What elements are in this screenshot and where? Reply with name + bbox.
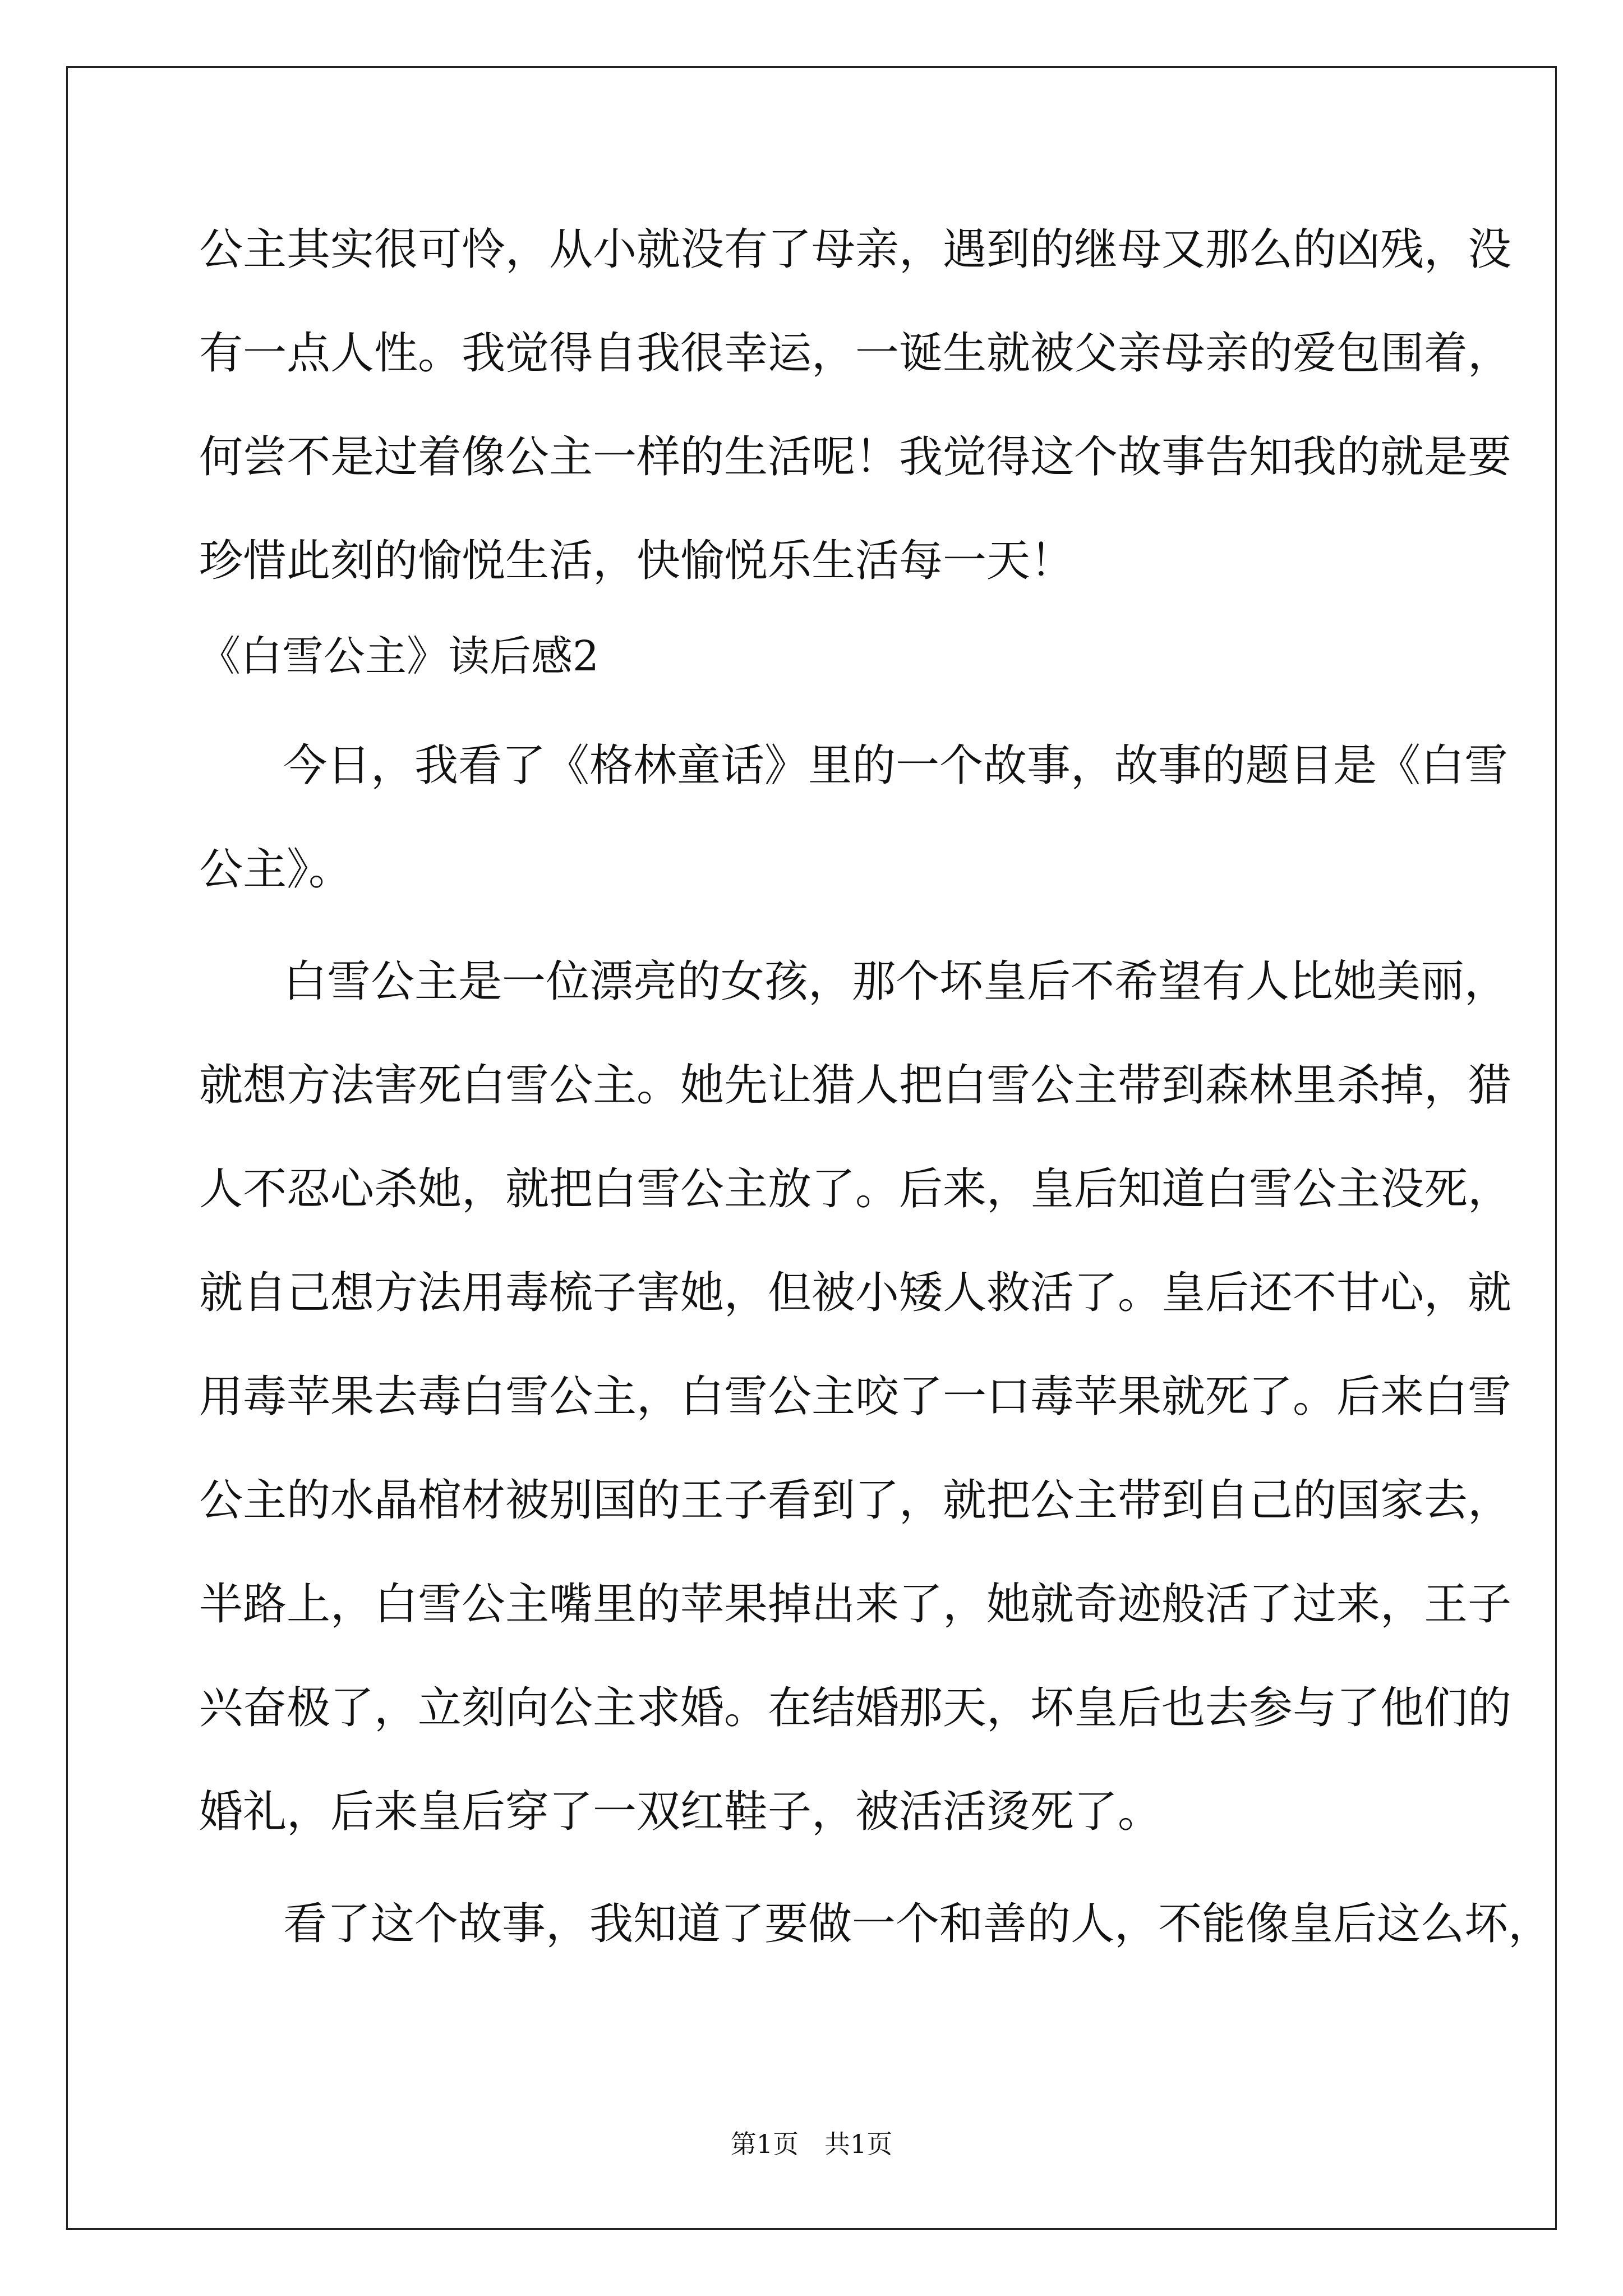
paragraph-1-line-2: 有一点人性。我觉得自我很幸运，一诞生就被父亲母亲的爱包围着， [199,328,1512,379]
paragraph-1-line-3: 何尝不是过着像公主一样的生活呢！我觉得这个故事告知我的就是要 [199,432,1512,482]
paragraph-2-line-1: 今日，我看了《格林童话》里的一个故事，故事的题目是《白雪 [283,740,1509,791]
paragraph-3-line-8: 兴奋极了，立刻向公主求婚。在结婚那天，坏皇后也去参与了他们的 [199,1683,1512,1733]
section-heading: 《白雪公主》读后感2 [199,632,600,680]
paragraph-1-line-4: 珍惜此刻的愉悦生活，快愉悦乐生活每一天！ [199,536,1075,586]
paragraph-3-line-6: 公主的水晶棺材被别国的王子看到了，就把公主带到自己的国家去， [199,1475,1512,1526]
paragraph-3-line-1: 白雪公主是一位漂亮的女孩，那个坏皇后不希望有人比她美丽， [283,956,1509,1007]
paragraph-3-line-5: 用毒苹果去毒白雪公主，白雪公主咬了一口毒苹果就死了。后来白雪 [199,1372,1512,1422]
page-footer: 第1页 共1页 [730,2129,893,2159]
paragraph-3-line-3: 人不忍心杀她，就把白雪公主放了。后来，皇后知道白雪公主没死， [199,1164,1512,1214]
paragraph-3-line-2: 就想方法害死白雪公主。她先让猎人把白雪公主带到森林里杀掉，猎 [199,1060,1512,1111]
paragraph-4-line-1: 看了这个故事，我知道了要做一个和善的人，不能像皇后这么坏， [283,1899,1552,1949]
paragraph-3-line-7: 半路上，白雪公主嘴里的苹果掉出来了，她就奇迹般活了过来，王子 [199,1579,1512,1630]
paragraph-3-line-9: 婚礼，后来皇后穿了一双红鞋子，被活活烫死了。 [199,1787,1162,1837]
paragraph-1-line-1: 公主其实很可怜，从小就没有了母亲，遇到的继母又那么的凶残，没 [199,224,1512,275]
paragraph-3-line-4: 就自己想方法用毒梳子害她，但被小矮人救活了。皇后还不甘心，就 [199,1268,1512,1318]
paragraph-2-line-2: 公主》。 [199,844,353,895]
